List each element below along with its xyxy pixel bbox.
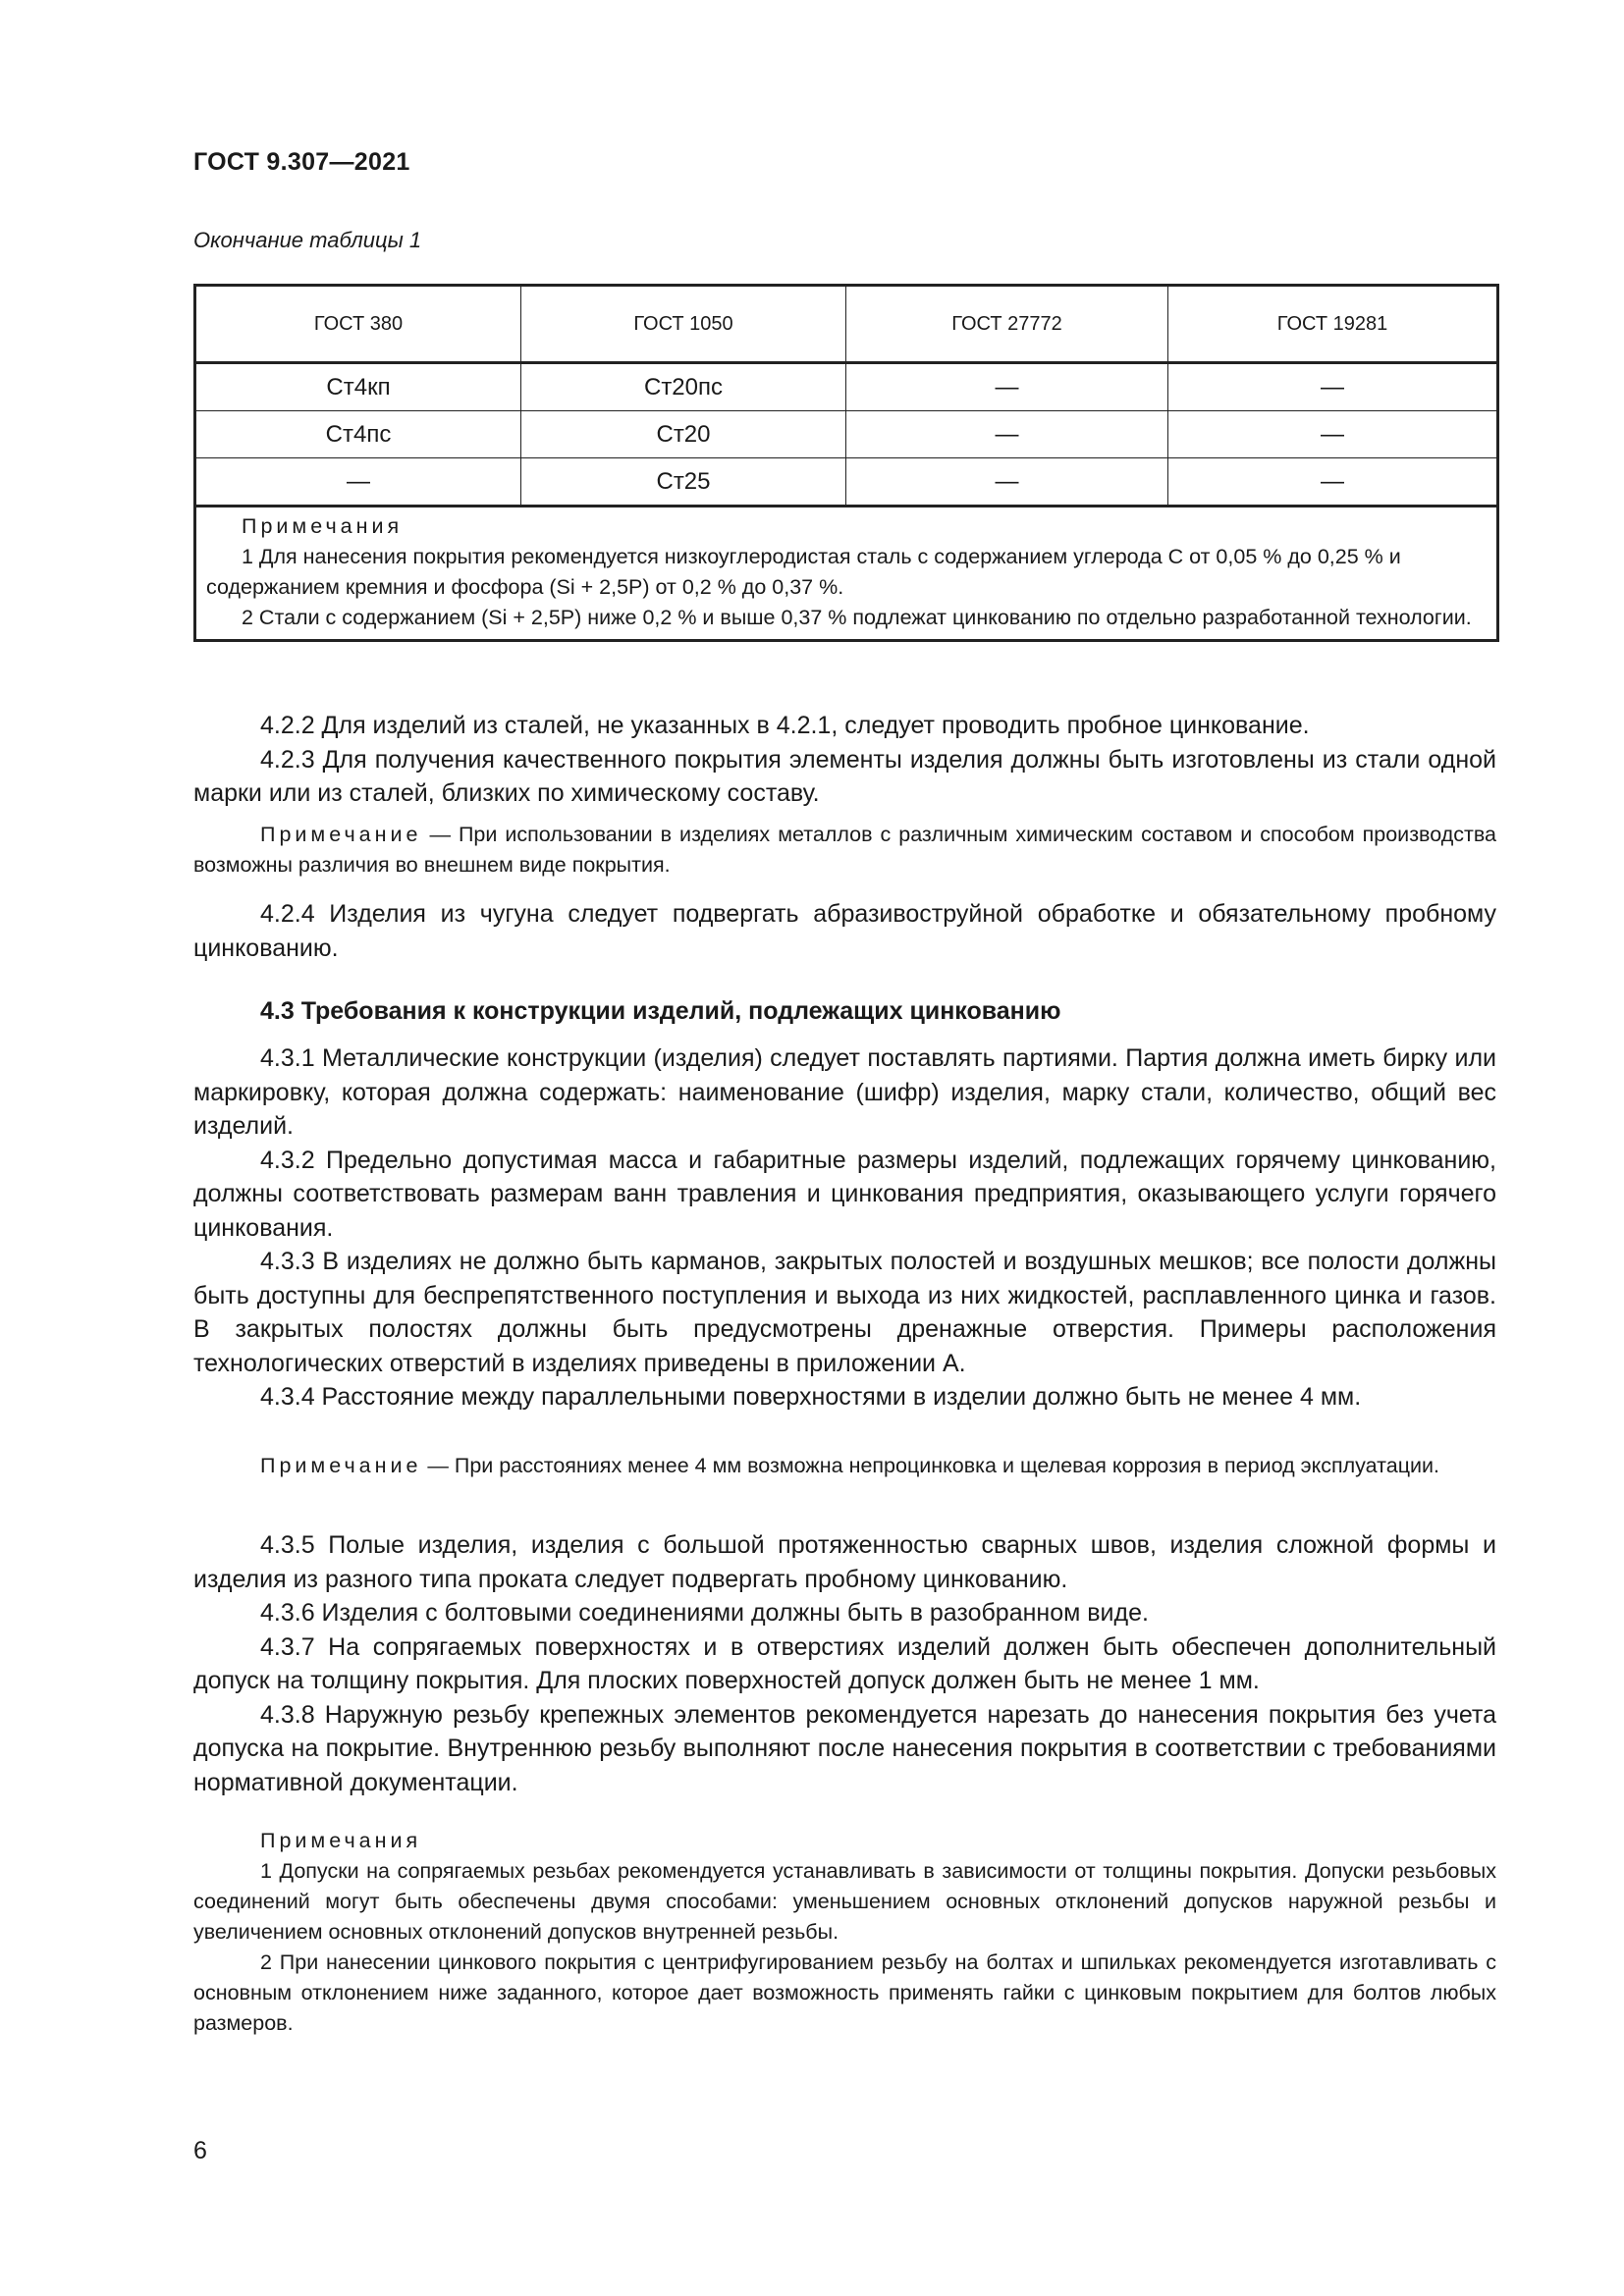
notes-title: Примечания (260, 1829, 422, 1852)
paragraph-4-3-5: 4.3.5 Полые изделия, изделия с большой протяженностью сварных швов, изделия сложной формы и изделия из разного типа проката следует подвергать пробному цинкованию. (193, 1531, 1496, 1593)
paragraph-4-3-1: 4.3.1 Металлические конструкции (изделия) следует поставлять партиями. Партия должна иметь бирку или маркировку, которая должна содержать: наименование (шифр) изделия, марку стали, количество, общий вес изделий. (193, 1044, 1496, 1140)
table-row (195, 411, 1498, 458)
table-cell: Ст25 (521, 458, 846, 507)
section-4-3-paragraphs (193, 1041, 1496, 1415)
paragraph-4-2-3: 4.2.3 Для получения качественного покрытия элементы изделия должны быть изготовлены из стали одной марки или из сталей, близких по химическому составу. (193, 745, 1496, 807)
column-header: ГОСТ 1050 (521, 286, 846, 363)
paragraph-4-2-4: 4.2.4 Изделия из чугуна следует подвергать абразивоструйной обработке и обязательному пробному цинкованию. (193, 900, 1496, 962)
paragraph-4-2-4-block (193, 897, 1496, 965)
table-cell: Ст4пс (195, 411, 521, 458)
note-label: Примечание (260, 1454, 422, 1477)
document-id-header: ГОСТ 9.307—2021 (193, 148, 410, 176)
table-header-row (195, 286, 1498, 363)
table-cell: — (846, 411, 1168, 458)
table-cell: — (846, 363, 1168, 411)
table-note-1: 1 Для нанесения покрытия рекомендуется низкоуглеродистая сталь с содержанием углерода С от 0,05 % до 0,25 % и содержанием кремния и фосфора (Si + 2,5P) от 0,2 % до 0,37 %. (206, 545, 1401, 599)
note-text: — При использовании в изделиях металлов с различным химическим составом и способом производства возможны различия во внешнем виде покрытия. (193, 823, 1496, 877)
paragraph-4-2-2: 4.2.2 Для изделий из сталей, не указанных в 4.2.1, следует проводить пробное цинкование. (260, 712, 1310, 739)
section-4-3-paragraphs-2 (193, 1528, 1496, 1799)
note-4-2-3 (193, 820, 1496, 881)
section-4-3-block (193, 994, 1496, 1029)
table-notes-title: Примечания (242, 514, 404, 538)
note-label: Примечание (260, 823, 422, 846)
note-text: — При расстояниях менее 4 мм возможна непроцинковка и щелевая коррозия в период эксплуатации. (421, 1454, 1440, 1477)
table-cell: Ст20 (521, 411, 846, 458)
table-cell: Ст20пс (521, 363, 846, 411)
table-cell: — (846, 458, 1168, 507)
paragraph-4-3-4: 4.3.4 Расстояние между параллельными поверхностями в изделии должно быть не менее 4 мм. (260, 1383, 1362, 1411)
note-item-2: 2 При нанесении цинкового покрытия с центрифугированием резьбу на болтах и шпильках рекомендуется изготавливать с основным отклонением ниже заданного, которое дает возможность применять гайки с цинковым покрытием для болтов любых размеров. (193, 1950, 1496, 2035)
table-caption: Окончание таблицы 1 (193, 228, 422, 252)
page-number: 6 (193, 2137, 207, 2164)
paragraph-4-3-3: 4.3.3 В изделиях не должно быть карманов, закрытых полостей и воздушных мешков; все полости должны быть доступны для беспрепятственного поступления и выхода из них жидкостей, расплавленного цинка и газов. В закрытых полостях должны быть предусмотрены дренажные отверстия. Примеры расположения технологических отверстий в изделиях приведены в приложении А. (193, 1248, 1496, 1377)
paragraph-4-3-2: 4.3.2 Предельно допустимая масса и габаритные размеры изделий, подлежащих горячему цинкованию, должны соответствовать размерам ванн травления и цинкования предприятия, оказывающего услуги горячего цинкования. (193, 1146, 1496, 1242)
section-4-2-continued (193, 709, 1496, 811)
note-item-1: 1 Допуски на сопрягаемых резьбах рекомендуется устанавливать в зависимости от толщины покрытия. Допуски резьбовых соединений могут быть обеспечены двумя способами: уменьшением основных отклонений допусков наружной резьбы и увеличением основных отклонений допусков внутренней резьбы. (193, 1859, 1496, 1944)
table-cell: — (1168, 411, 1498, 458)
column-header: ГОСТ 27772 (846, 286, 1168, 363)
paragraph-4-3-7: 4.3.7 На сопрягаемых поверхностях и в отверстиях изделий должен быть обеспечен дополнительный допуск на толщину покрытия. Для плоских поверхностей допуск должен быть не менее 1 мм. (193, 1632, 1496, 1694)
table-row (195, 363, 1498, 411)
notes-4-3-8 (193, 1826, 1496, 2039)
note-4-3-4 (193, 1451, 1496, 1481)
steel-grades-table (193, 284, 1499, 642)
table-cell: Ст4кп (195, 363, 521, 411)
table-notes-cell (195, 507, 1498, 641)
table-row (195, 458, 1498, 507)
table-note-2: 2 Стали с содержанием (Si + 2,5P) ниже 0,2 % и выше 0,37 % подлежат цинкованию по отдельно разработанной технологии. (242, 606, 1472, 629)
table-notes-row (195, 507, 1498, 641)
paragraph-4-3-8: 4.3.8 Наружную резьбу крепежных элементов рекомендуется нарезать до нанесения покрытия без учета допуска на покрытие. Внутреннюю резьбу выполняют после нанесения покрытия в соответствии с требованиями нормативной документации. (193, 1700, 1496, 1796)
table-cell: — (195, 458, 521, 507)
table-cell: — (1168, 458, 1498, 507)
paragraph-4-3-6: 4.3.6 Изделия с болтовыми соединениями должны быть в разобранном виде. (260, 1599, 1149, 1627)
column-header: ГОСТ 380 (195, 286, 521, 363)
section-heading-4-3: 4.3 Требования к конструкции изделий, подлежащих цинкованию (260, 997, 1061, 1025)
column-header: ГОСТ 19281 (1168, 286, 1498, 363)
table-cell: — (1168, 363, 1498, 411)
